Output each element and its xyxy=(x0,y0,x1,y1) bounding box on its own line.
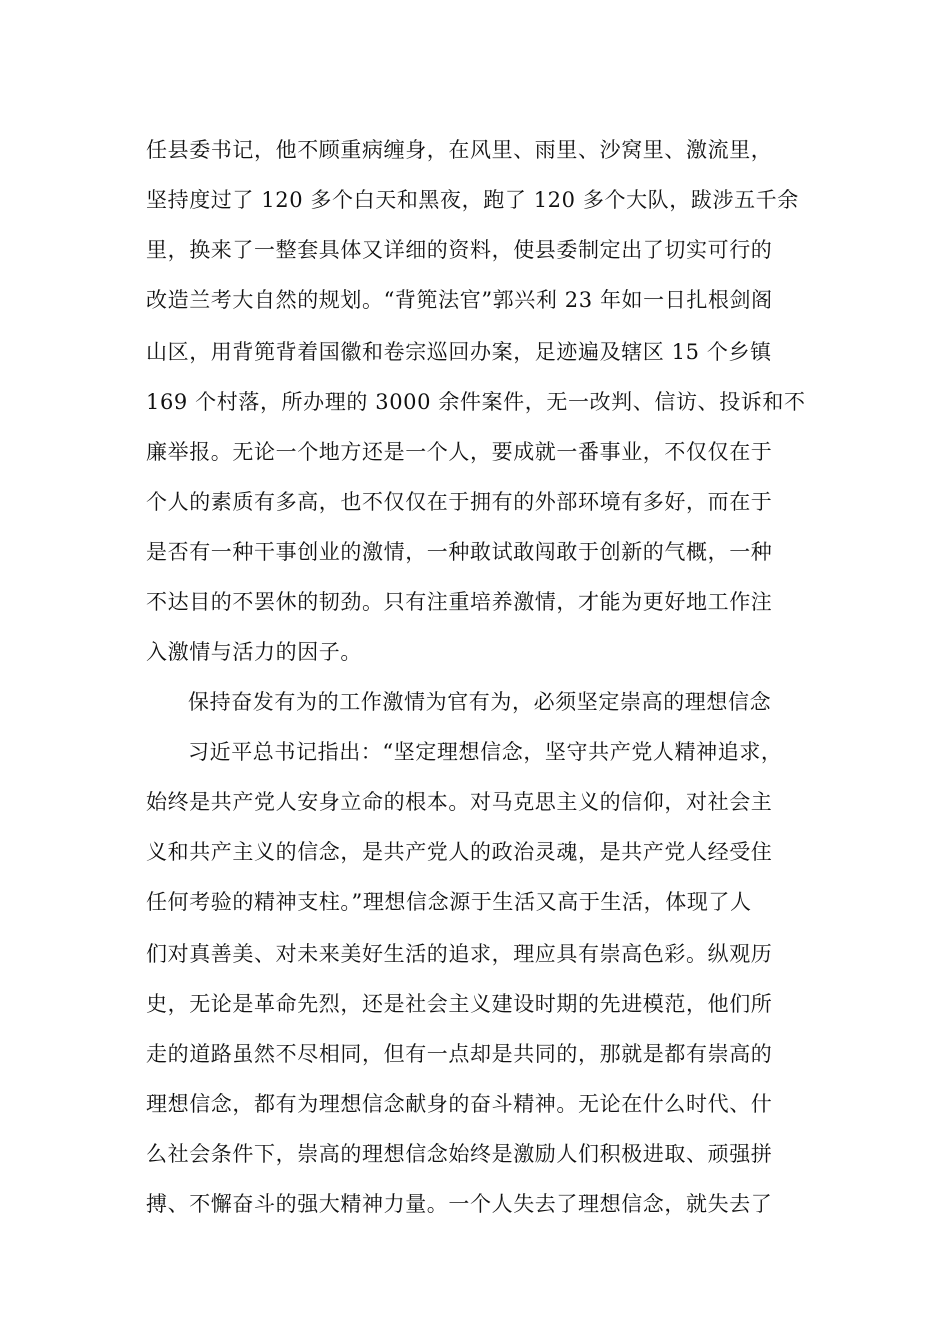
text-line: 义和共产主义的信念，是共产党人的政治灵魂，是共产党人经受住 xyxy=(146,840,773,864)
text-line: 史，无论是革命先烈，还是社会主义建设时期的先进模范，他们所 xyxy=(146,992,773,1016)
text-line: 不达目的不罢休的韧劲。只有注重培养激情，才能为更好地工作注 xyxy=(146,590,773,614)
text-line: 个人的素质有多高，也不仅仅在于拥有的外部环境有多好，而在于 xyxy=(146,490,773,514)
section-heading: 保持奋发有为的工作激情为官有为，必须坚定崇高的理想信念 xyxy=(188,690,772,714)
text-line: 始终是共产党人安身立命的根本。对马克思主义的信仰，对社会主 xyxy=(146,790,773,814)
text-line: 坚持度过了 120 多个白天和黑夜，跑了 120 多个大队，跋涉五千余 xyxy=(146,188,799,212)
text-line: 山区，用背篼背着国徽和卷宗巡回办案，足迹遍及辖区 15 个乡镇 xyxy=(146,340,772,364)
text-line: 里，换来了一整套具体又详细的资料，使县委制定出了切实可行的 xyxy=(146,238,773,262)
text-line: 入激情与活力的因子。 xyxy=(146,640,362,664)
text-line: 理想信念，都有为理想信念献身的奋斗精神。无论在什么时代、什 xyxy=(146,1092,773,1116)
text-line: 任何考验的精神支柱。”理想信念源于生活又高于生活，体现了人 xyxy=(146,890,752,914)
text-line: 任县委书记，他不顾重病缠身，在风里、雨里、沙窝里、激流里， xyxy=(146,138,773,162)
text-line: 们对真善美、对未来美好生活的追求，理应具有崇高色彩。纵观历 xyxy=(146,942,773,966)
text-line: 169 个村落，所办理的 3000 余件案件，无一改判、信访、投诉和不 xyxy=(146,390,806,414)
text-line: 改造兰考大自然的规划。“背篼法官”郭兴利 23 年如一日扎根剑阁 xyxy=(146,288,773,312)
text-line: 搏、不懈奋斗的强大精神力量。一个人失去了理想信念，就失去了 xyxy=(146,1192,773,1216)
text-line: 走的道路虽然不尽相同，但有一点却是共同的，那就是都有崇高的 xyxy=(146,1042,773,1066)
text-line: 是否有一种干事创业的激情，一种敢试敢闯敢于创新的气概，一种 xyxy=(146,540,773,564)
text-line: 习近平总书记指出：“坚定理想信念，坚守共产党人精神追求， xyxy=(188,740,783,764)
text-line: 廉举报。无论一个地方还是一个人，要成就一番事业，不仅仅在于 xyxy=(146,440,773,464)
text-line: 么社会条件下，崇高的理想信念始终是激励人们积极进取、顽强拼 xyxy=(146,1142,773,1166)
